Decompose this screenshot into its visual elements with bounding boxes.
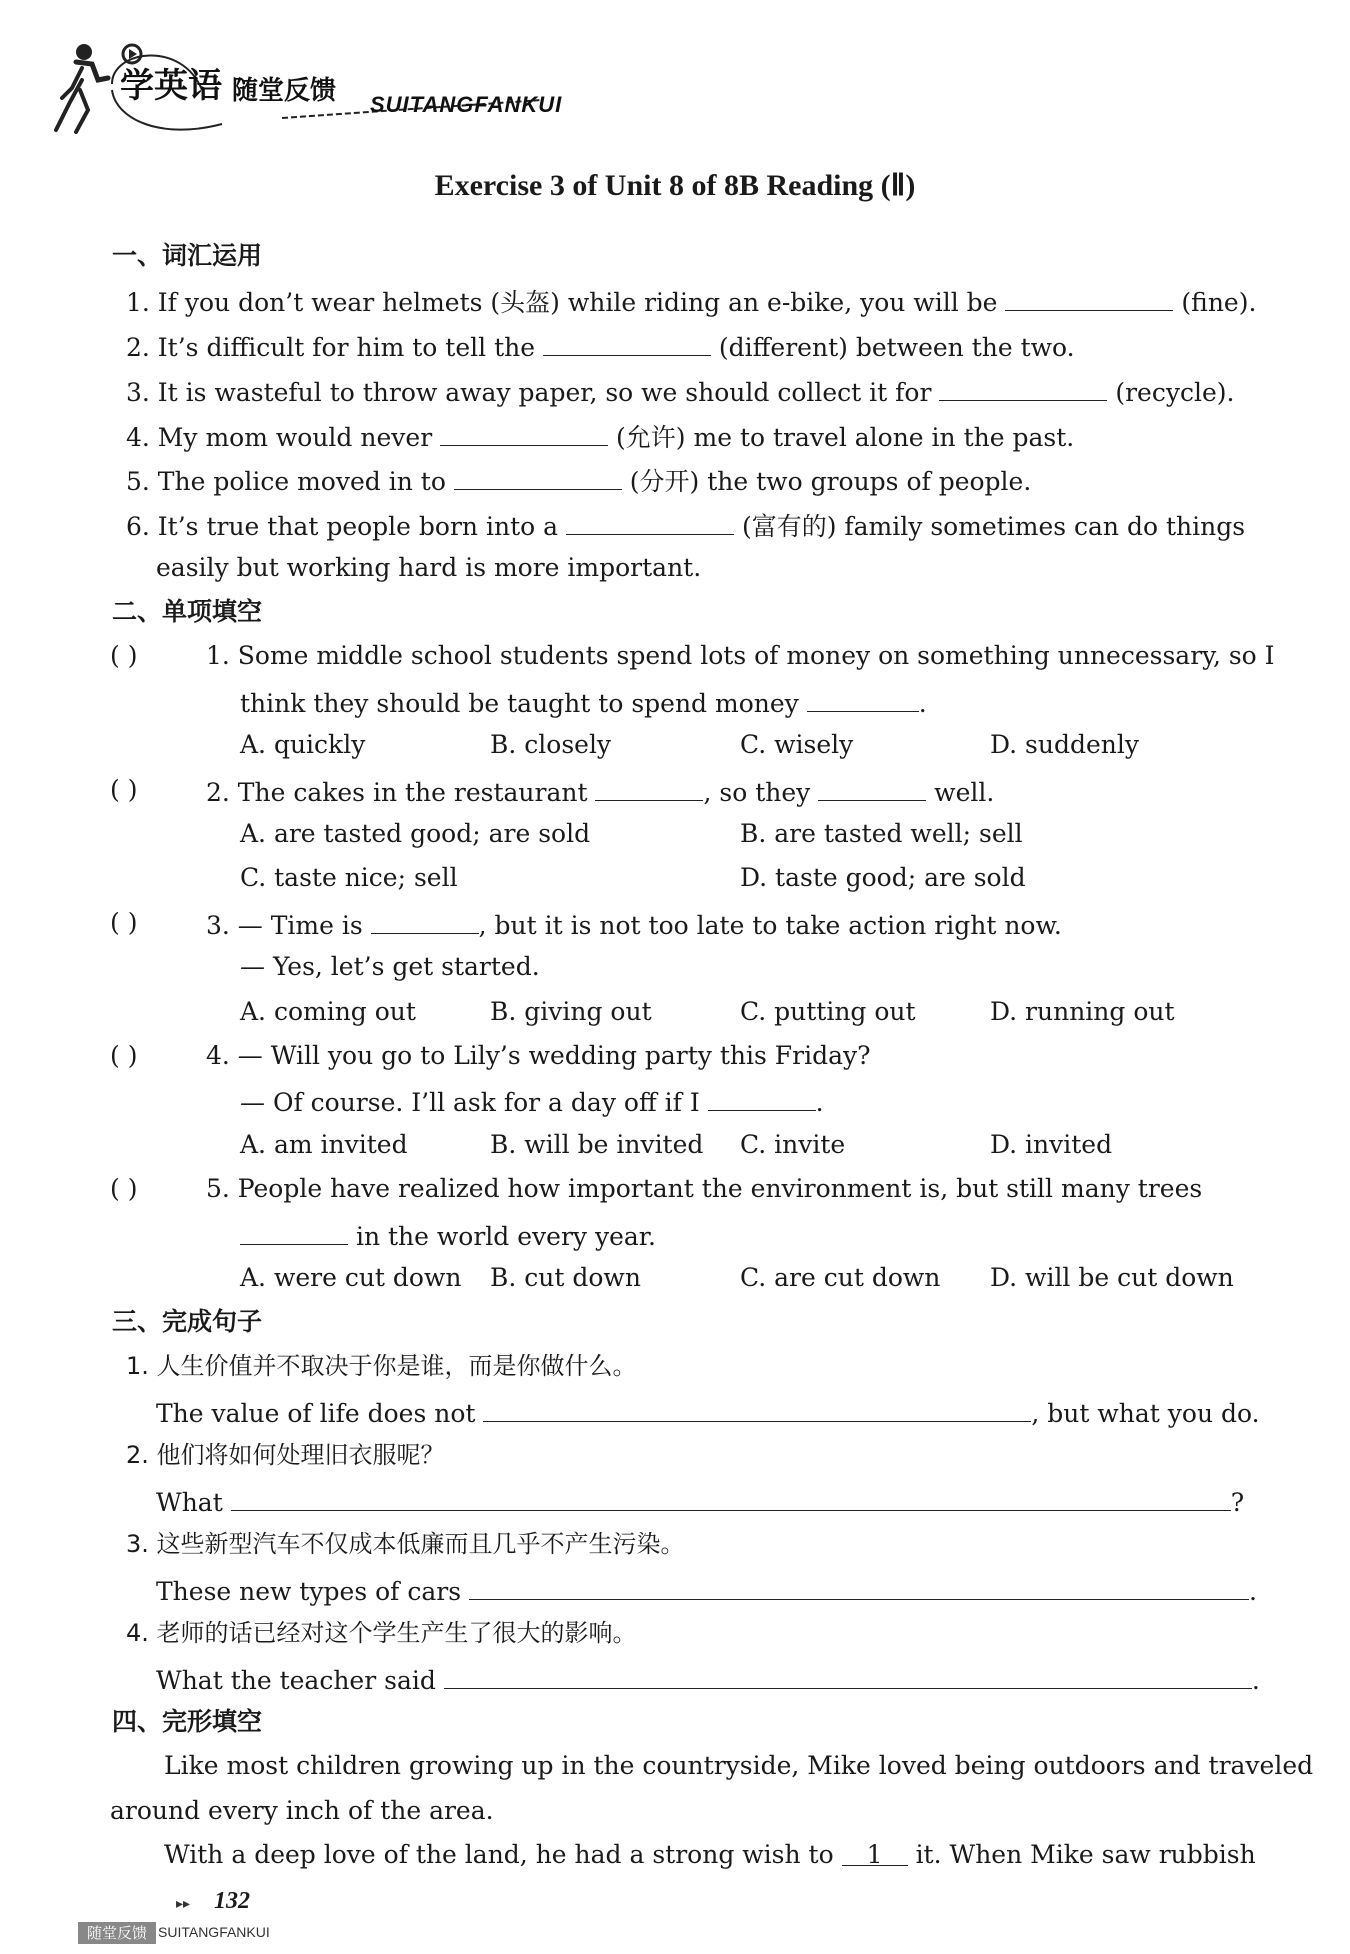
answer-blank[interactable] — [469, 1573, 1249, 1600]
section-1-heading: 一、词汇运用 — [112, 241, 263, 270]
s2-q4: 4. — Will you go to Lily’s wedding party this Friday? — [206, 1041, 871, 1070]
option[interactable]: A. quickly — [240, 730, 366, 759]
s1-q5: 5. The police moved in to (分开) the two groups of people. — [126, 463, 1031, 498]
arrow-icon: ▸▸ — [176, 1896, 191, 1912]
answer-blank[interactable] — [440, 419, 608, 446]
option[interactable]: C. taste nice; sell — [240, 863, 458, 892]
s3-q1-english: The value of life does not , but what you do. — [156, 1395, 1260, 1430]
s3-q2-chinese: 2. 他们将如何处理旧衣服呢？ — [126, 1441, 445, 1469]
option[interactable]: C. putting out — [740, 997, 916, 1026]
answer-blank[interactable] — [231, 1484, 1231, 1511]
answer-blank[interactable] — [454, 463, 622, 490]
header-logo — [52, 40, 563, 140]
option[interactable]: D. suddenly — [990, 730, 1139, 759]
logo-brand: 学英语 — [120, 66, 222, 106]
option[interactable]: C. invite — [740, 1130, 846, 1159]
page-number: 132 — [214, 1888, 250, 1914]
s1-q4: 4. My mom would never (允许) me to travel alone in the past. — [126, 419, 1074, 454]
s2-q5-cont: in the world every year. — [240, 1218, 656, 1253]
answer-blank[interactable] — [595, 774, 703, 801]
section-3-heading: 三、完成句子 — [112, 1307, 263, 1336]
answer-paren[interactable]: ( ) — [110, 641, 138, 670]
answer-blank[interactable] — [444, 1662, 1252, 1689]
logo-pinyin: SUITANGFANKUI — [370, 92, 563, 117]
cloze-paragraph-1-cont: around every inch of the area. — [110, 1796, 494, 1825]
s3-q2-english: What ? — [156, 1484, 1244, 1519]
s3-q4-chinese: 4. 老师的话已经对这个学生产生了很大的影响。 — [126, 1619, 637, 1647]
footer-brand: 随堂反馈 — [78, 1922, 156, 1944]
s1-q1: 1. If you don’t wear helmets (头盔) while riding an e-bike, you will be (fine). — [126, 284, 1256, 319]
s2-q4-reply: — Of course. I’ll ask for a day off if I . — [240, 1084, 824, 1119]
s3-q1-chinese: 1. 人生价值并不取决于你是谁，而是你做什么。 — [126, 1352, 637, 1380]
answer-paren[interactable]: ( ) — [110, 908, 138, 937]
option[interactable]: A. am invited — [240, 1130, 408, 1159]
option[interactable]: D. running out — [990, 997, 1175, 1026]
s3-q4-english: What the teacher said . — [156, 1662, 1260, 1697]
footer-pinyin: SUITANGFANKUI — [158, 1924, 270, 1940]
cloze-paragraph-2: With a deep love of the land, he had a strong wish to 1 it. When Mike saw rubbish — [164, 1840, 1256, 1869]
section-4-heading: 四、完形填空 — [112, 1707, 263, 1736]
s1-q6-cont: easily but working hard is more important. — [156, 553, 702, 582]
answer-blank[interactable] — [708, 1084, 816, 1111]
option[interactable]: B. giving out — [490, 997, 652, 1026]
answer-blank[interactable] — [818, 774, 926, 801]
option[interactable]: C. wisely — [740, 730, 854, 759]
s2-q1-cont: think they should be taught to spend money . — [240, 685, 927, 720]
s3-q3-english: These new types of cars . — [156, 1573, 1257, 1608]
logo-brand-2: 随堂反馈 — [232, 76, 337, 106]
answer-blank[interactable] — [807, 685, 919, 712]
s2-q5: 5. People have realized how important the environment is, but still many trees — [206, 1174, 1203, 1203]
option[interactable]: D. will be cut down — [990, 1263, 1234, 1292]
answer-blank[interactable] — [939, 374, 1107, 401]
s3-q3-chinese: 3. 这些新型汽车不仅成本低廉而且几乎不产生污染。 — [126, 1530, 685, 1558]
cloze-blank-1[interactable]: 1 — [842, 1839, 908, 1866]
answer-paren[interactable]: ( ) — [110, 1041, 138, 1070]
answer-blank[interactable] — [566, 508, 734, 535]
option[interactable]: B. cut down — [490, 1263, 641, 1292]
option[interactable]: A. were cut down — [240, 1263, 462, 1292]
s2-q1: 1. Some middle school students spend lots of money on something unnecessary, so I — [206, 641, 1275, 670]
answer-blank[interactable] — [371, 907, 479, 934]
s1-q6: 6. It’s true that people born into a (富有的) family sometimes can do things — [126, 508, 1245, 543]
option[interactable]: A. coming out — [240, 997, 416, 1026]
s2-q3-reply: — Yes, let’s get started. — [240, 952, 540, 981]
section-2-heading: 二、单项填空 — [112, 597, 263, 626]
answer-paren[interactable]: ( ) — [110, 1174, 138, 1203]
s1-q3: 3. It is wasteful to throw away paper, so we should collect it for (recycle). — [126, 374, 1234, 409]
option[interactable]: B. are tasted well; sell — [740, 819, 1023, 848]
page-title: Exercise 3 of Unit 8 of 8B Reading (Ⅱ) — [434, 169, 916, 202]
option[interactable]: D. invited — [990, 1130, 1113, 1159]
option[interactable]: D. taste good; are sold — [740, 863, 1026, 892]
answer-paren[interactable]: ( ) — [110, 775, 138, 804]
answer-blank[interactable] — [483, 1395, 1031, 1422]
option[interactable]: B. closely — [490, 730, 612, 759]
s2-q2: 2. The cakes in the restaurant , so they well. — [206, 774, 994, 809]
cloze-paragraph-1: Like most children growing up in the countryside, Mike loved being outdoors and traveled — [164, 1751, 1314, 1780]
option[interactable]: A. are tasted good; are sold — [240, 819, 591, 848]
answer-blank[interactable] — [1005, 284, 1173, 311]
option[interactable]: B. will be invited — [490, 1130, 704, 1159]
answer-blank[interactable] — [240, 1218, 348, 1245]
s1-q2: 2. It’s difficult for him to tell the (different) between the two. — [126, 329, 1075, 364]
s2-q3: 3. — Time is , but it is not too late to take action right now. — [206, 907, 1062, 942]
answer-blank[interactable] — [543, 329, 711, 356]
option[interactable]: C. are cut down — [740, 1263, 941, 1292]
